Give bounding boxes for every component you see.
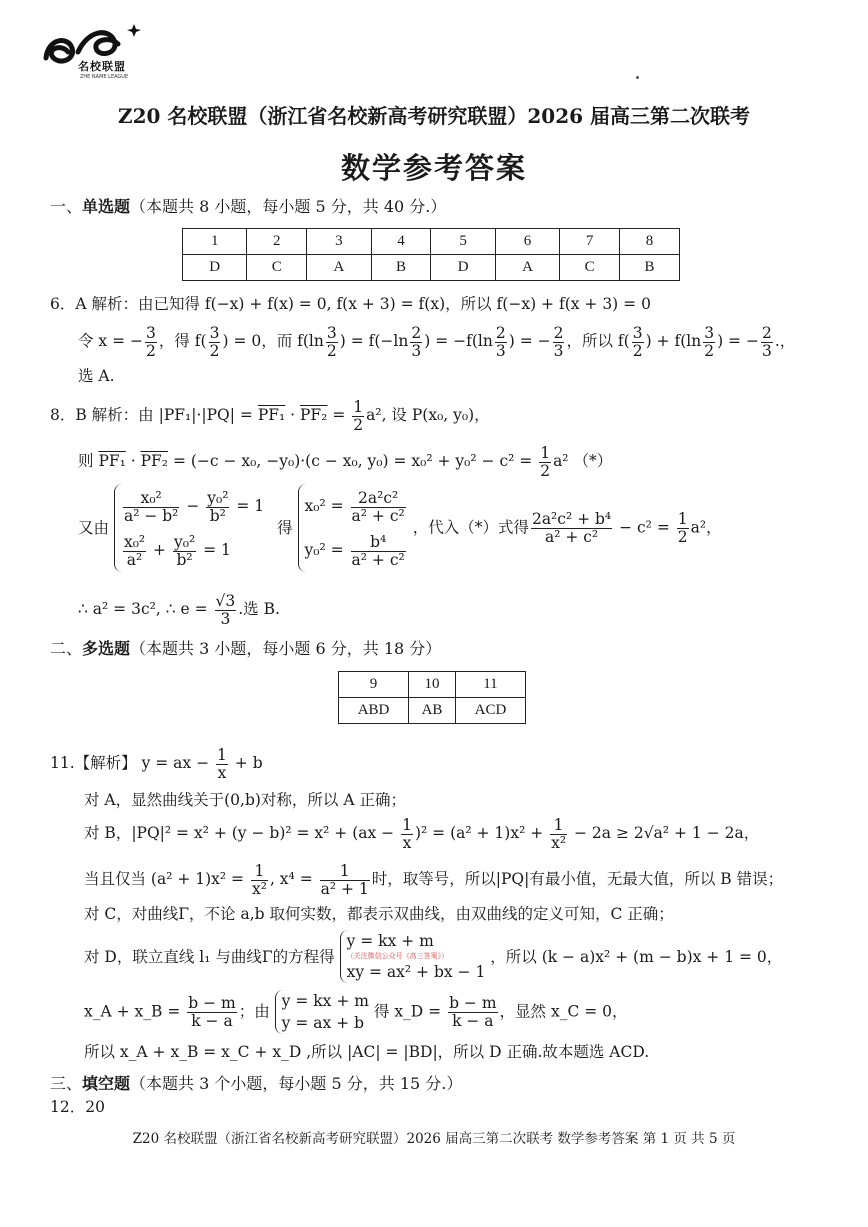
text-run: ) = −f(ln bbox=[424, 332, 493, 350]
section-name: 多选题 bbox=[82, 639, 131, 658]
text-run: a² （*） bbox=[553, 452, 613, 470]
q11-line-1 bbox=[50, 744, 263, 782]
logo-subtitle: ZHE NAME LEAGUE bbox=[80, 74, 129, 80]
fraction bbox=[539, 445, 551, 480]
equation-row: xy = ax² + bx − 1 bbox=[346, 963, 486, 981]
text-run: ，显然 x_C = 0， bbox=[499, 1002, 628, 1020]
text-run: )² = (a² + 1)x² + bbox=[414, 824, 549, 842]
text-run: 令 x = − bbox=[78, 332, 143, 350]
text-run: a²， bbox=[690, 518, 722, 536]
single-choice-answer-table bbox=[182, 228, 680, 281]
numerator: 2a²c² bbox=[351, 490, 406, 508]
q8-line-1 bbox=[50, 396, 490, 434]
fraction bbox=[632, 325, 644, 360]
denominator: 2 bbox=[326, 341, 337, 360]
numerator: 1 bbox=[217, 745, 227, 764]
xd-value bbox=[374, 995, 628, 1030]
fraction bbox=[206, 490, 229, 525]
denominator: x² bbox=[251, 879, 267, 898]
text-run: ) = − bbox=[717, 332, 759, 350]
fraction bbox=[187, 995, 236, 1030]
denominator: 2 bbox=[704, 341, 715, 360]
fraction bbox=[216, 747, 228, 782]
numerator: 1 bbox=[353, 397, 364, 416]
q6-line-1: 6．A 解析：由已知得 f(−x) + f(x) = 0, f(x + 3) = f(x)，所以 f(−x) + f(x + 3) = 0 bbox=[50, 295, 651, 313]
text-run: .选 B. bbox=[238, 600, 280, 618]
denominator: a² + c² bbox=[544, 527, 599, 546]
document-title: 数学参考答案 bbox=[340, 151, 527, 185]
section-description: （本题共 8 小题，每小题 5 分，共 40 分.） bbox=[130, 197, 447, 216]
table-cell: 8 bbox=[620, 229, 680, 255]
denominator: b² bbox=[209, 506, 226, 525]
q8-line-3 bbox=[78, 484, 722, 572]
logo-name: 名校联盟 bbox=[78, 60, 126, 73]
numerator: 1 bbox=[251, 863, 268, 881]
table-cell: 1 bbox=[183, 229, 247, 255]
table-cell: 7 bbox=[560, 229, 620, 255]
numerator: 2 bbox=[553, 323, 564, 342]
section-heading-fill-blank bbox=[50, 1071, 462, 1094]
q8-substitution bbox=[413, 511, 722, 546]
numerator: b − m bbox=[188, 993, 236, 1012]
text-run: ，所以 (k − a)x² + (m − b)x + 1 = 0， bbox=[490, 947, 783, 966]
fraction bbox=[495, 325, 507, 360]
q11-line-6 bbox=[84, 930, 782, 983]
table-cell: 5 bbox=[431, 229, 495, 255]
fraction bbox=[209, 325, 221, 360]
fraction bbox=[703, 325, 715, 360]
table-cell: D bbox=[431, 255, 495, 281]
table-cell: 6 bbox=[495, 229, 559, 255]
section-number: 二、 bbox=[50, 639, 83, 658]
equation-system bbox=[114, 484, 264, 572]
denominator: k − a bbox=[191, 1011, 233, 1030]
denominator: 2 bbox=[146, 341, 156, 360]
numerator: y₀² bbox=[173, 532, 196, 551]
text-run: , x⁴ = bbox=[269, 870, 318, 888]
fraction bbox=[448, 995, 497, 1030]
denominator: 3 bbox=[553, 341, 564, 360]
denominator: 3 bbox=[495, 341, 506, 360]
equation-row bbox=[305, 484, 408, 528]
section-number: 三、 bbox=[50, 1074, 83, 1093]
q11-line-3 bbox=[84, 814, 759, 852]
text-run: 11.【解析】 y = ax − bbox=[50, 754, 214, 772]
numerator: 1 bbox=[402, 815, 412, 834]
section-number: 一、 bbox=[50, 197, 83, 216]
text-run: ，所以 f( bbox=[566, 332, 630, 350]
table-cell: AB bbox=[409, 698, 456, 724]
section-description: （本题共 3 个小题，每小题 5 分，共 15 分.） bbox=[130, 1074, 463, 1093]
text-run: + b bbox=[229, 754, 263, 772]
league-logo bbox=[38, 18, 150, 82]
fraction bbox=[550, 817, 567, 852]
text-run: ，得 f( bbox=[158, 332, 207, 350]
scan-speck bbox=[636, 76, 639, 79]
table-cell: 2 bbox=[247, 229, 307, 255]
table-cell: 4 bbox=[371, 229, 431, 255]
table-cell: B bbox=[620, 255, 680, 281]
section-heading-multiple-choice bbox=[50, 636, 441, 659]
numerator: b⁴ bbox=[351, 534, 406, 552]
text-run: = (−c − x₀, −y₀)·(c − x₀, y₀) = x₀² + y₀² − c² = bbox=[168, 452, 538, 470]
text-run: = 1 bbox=[231, 497, 265, 515]
exam-header-title: Z20 名校联盟（浙江省名校新高考研究联盟）2026 届高三第二次联考 bbox=[117, 104, 751, 128]
table-row-answers bbox=[339, 698, 526, 724]
q11-line-7 bbox=[84, 990, 628, 1034]
text-run: ) = f(−ln bbox=[339, 332, 409, 350]
table-cell: 11 bbox=[455, 672, 525, 698]
numerator: 1 bbox=[540, 443, 551, 462]
text-run: = bbox=[327, 406, 351, 424]
numerator: 2a²c² + b⁴ bbox=[531, 509, 612, 528]
text-run: ) = 0，而 f(ln bbox=[222, 332, 324, 350]
text-run: x_A + x_B = bbox=[84, 1002, 186, 1020]
equation-row: y = kx + m bbox=[281, 992, 369, 1010]
table-cell: 9 bbox=[339, 672, 409, 698]
numerator: 3 bbox=[209, 323, 220, 342]
fraction bbox=[123, 534, 146, 569]
denominator: a² − b² bbox=[123, 506, 179, 525]
watermark-text: （关注微信公众号《高三答案》） bbox=[346, 952, 449, 960]
denominator: a² + c² bbox=[351, 506, 405, 525]
q6-line-3: 选 A. bbox=[78, 367, 115, 385]
numerator: 3 bbox=[146, 323, 156, 342]
q8-line-2 bbox=[78, 442, 612, 480]
fraction bbox=[215, 593, 237, 628]
table-cell: C bbox=[247, 255, 307, 281]
text-run: 则 bbox=[78, 452, 99, 470]
q11-line-8: 所以 x_A + x_B = x_C + x_D ,所以 |AC| = |BD|，所以 D 正确.故本题选 ACD. bbox=[84, 1043, 650, 1061]
table-cell: B bbox=[371, 255, 431, 281]
table-cell: ABD bbox=[339, 698, 409, 724]
text-run: x₀² = bbox=[304, 497, 349, 515]
text-run: − bbox=[181, 497, 205, 515]
numerator: y₀² bbox=[207, 488, 229, 507]
fraction bbox=[761, 325, 773, 360]
section-description: （本题共 3 小题，每小题 6 分，共 18 分） bbox=[130, 639, 442, 658]
text-run: · bbox=[285, 406, 300, 424]
denominator: k − a bbox=[452, 1011, 494, 1030]
text-run: 8．B 解析：由 |PF₁|·|PQ| = bbox=[50, 406, 258, 424]
denominator: 2 bbox=[353, 415, 364, 434]
denominator: a² + c² bbox=[351, 550, 405, 569]
numerator: 2 bbox=[495, 323, 506, 342]
text-run: .， bbox=[774, 332, 796, 350]
fraction bbox=[677, 511, 689, 546]
numerator: √3 bbox=[215, 591, 236, 610]
numerator: 1 bbox=[550, 817, 567, 835]
xa-plus-xb bbox=[84, 995, 270, 1030]
multiple-choice-answer-table bbox=[338, 671, 526, 724]
equation-row: y = kx + m bbox=[346, 932, 434, 950]
numerator: 3 bbox=[326, 323, 337, 342]
text-run: 对 B，|PQ|² = x² + (y − b)² = x² + (ax − bbox=[84, 824, 400, 842]
fraction bbox=[326, 325, 338, 360]
q11-line-5: 对 C，对曲线Γ，不论 a,b 取何实数，都表示双曲线，由双曲线的定义可知，C 正确； bbox=[84, 905, 674, 923]
denominator: x bbox=[402, 833, 412, 852]
table-cell: A bbox=[307, 255, 371, 281]
numerator: 3 bbox=[704, 323, 715, 342]
text-run: 时，取等号，所以|PQ|有最小值，无最大值，所以 B 错误； bbox=[371, 870, 784, 888]
fraction bbox=[251, 863, 268, 898]
text-run: · bbox=[125, 452, 141, 470]
text-run: ∴ a² = 3c², ∴ e = bbox=[78, 600, 213, 618]
vector-pf2: PF₂ bbox=[140, 452, 169, 470]
section-name: 单选题 bbox=[82, 197, 131, 216]
page-footer: Z20 名校联盟（浙江省名校新高考研究联盟）2026 届高三第二次联考 数学参考答案 第 1 页 共 5 页 bbox=[132, 1131, 736, 1147]
text-run: ) = − bbox=[508, 332, 551, 350]
q8-line-4 bbox=[78, 590, 280, 628]
fraction bbox=[173, 534, 196, 569]
numerator: x₀² bbox=[123, 490, 179, 508]
text-run: − c² = bbox=[614, 518, 675, 536]
text-run: 得 x_D = bbox=[373, 1002, 447, 1020]
q12-answer: 12．20 bbox=[50, 1098, 105, 1116]
text-run: + bbox=[148, 541, 171, 559]
numerator: 2 bbox=[411, 323, 422, 342]
denominator: x² bbox=[551, 833, 567, 852]
text-run: 当且仅当 (a² + 1)x² = bbox=[84, 870, 249, 888]
denominator: 3 bbox=[220, 609, 231, 628]
table-cell: A bbox=[495, 255, 559, 281]
text-run: = 1 bbox=[198, 541, 231, 559]
numerator: 3 bbox=[632, 323, 643, 342]
fraction bbox=[531, 511, 612, 546]
vector-pf1: PF₁ bbox=[98, 452, 126, 470]
table-cell: ACD bbox=[455, 698, 525, 724]
text-run: ，代入（*）式得 bbox=[412, 518, 529, 536]
section-heading-single-choice bbox=[50, 194, 446, 217]
table-cell: D bbox=[183, 255, 247, 281]
fraction bbox=[320, 863, 370, 898]
text-run: − 2a ≥ 2√a² + 1 − 2a， bbox=[569, 824, 760, 842]
text-run: 得 bbox=[277, 519, 293, 537]
equation-row bbox=[121, 528, 264, 572]
text-run: 对 D，联立直线 l₁ 与曲线Γ的方程得 bbox=[84, 947, 335, 966]
fraction bbox=[410, 325, 422, 360]
denominator: 3 bbox=[411, 341, 422, 360]
denominator: b² bbox=[176, 550, 193, 569]
table-cell: 10 bbox=[409, 672, 456, 698]
equation-row bbox=[305, 528, 408, 572]
table-row-answers bbox=[183, 255, 680, 281]
denominator: 3 bbox=[761, 341, 772, 360]
denominator: 2 bbox=[209, 341, 220, 360]
q11-line-2: 对 A，显然曲线关于(0,b)对称，所以 A 正确； bbox=[84, 791, 406, 809]
vector-pf1: PF₁ bbox=[257, 406, 286, 424]
equation-system bbox=[275, 990, 369, 1034]
q11-line-4 bbox=[84, 860, 783, 898]
denominator: a² + 1 bbox=[320, 879, 369, 898]
numerator: x₀² bbox=[123, 532, 146, 551]
fraction bbox=[123, 490, 179, 525]
fraction bbox=[145, 325, 157, 360]
denominator: 2 bbox=[540, 461, 551, 480]
table-cell: C bbox=[560, 255, 620, 281]
text-run: ；由 bbox=[238, 1002, 270, 1020]
table-row-question-numbers bbox=[339, 672, 526, 698]
fraction bbox=[352, 399, 364, 434]
denominator: a² bbox=[126, 550, 143, 569]
text-run: ) + f(ln bbox=[645, 332, 702, 350]
denominator: 2 bbox=[677, 527, 688, 546]
equation-row: y = ax + b bbox=[281, 1014, 365, 1032]
text-run: 又由 bbox=[78, 519, 110, 537]
fraction bbox=[351, 490, 406, 525]
vector-pf2: PF₂ bbox=[300, 406, 328, 424]
fraction bbox=[401, 817, 413, 852]
numerator: 1 bbox=[677, 509, 688, 528]
equation-system bbox=[340, 930, 486, 983]
q6-line-2 bbox=[78, 322, 795, 360]
fraction bbox=[553, 325, 565, 360]
denominator: 2 bbox=[632, 341, 643, 360]
table-row-question-numbers bbox=[183, 229, 680, 255]
table-cell: 3 bbox=[307, 229, 371, 255]
denominator: x bbox=[217, 763, 227, 782]
numerator: 2 bbox=[761, 323, 772, 342]
text-run: y₀² = bbox=[304, 541, 349, 559]
numerator: b − m bbox=[449, 993, 497, 1012]
text-run: a², 设 P(x₀, y₀)， bbox=[366, 406, 490, 424]
fraction bbox=[351, 534, 406, 569]
section-name: 填空题 bbox=[82, 1074, 131, 1093]
numerator: 1 bbox=[320, 863, 370, 881]
equation-system bbox=[298, 484, 408, 572]
equation-row bbox=[121, 484, 264, 528]
